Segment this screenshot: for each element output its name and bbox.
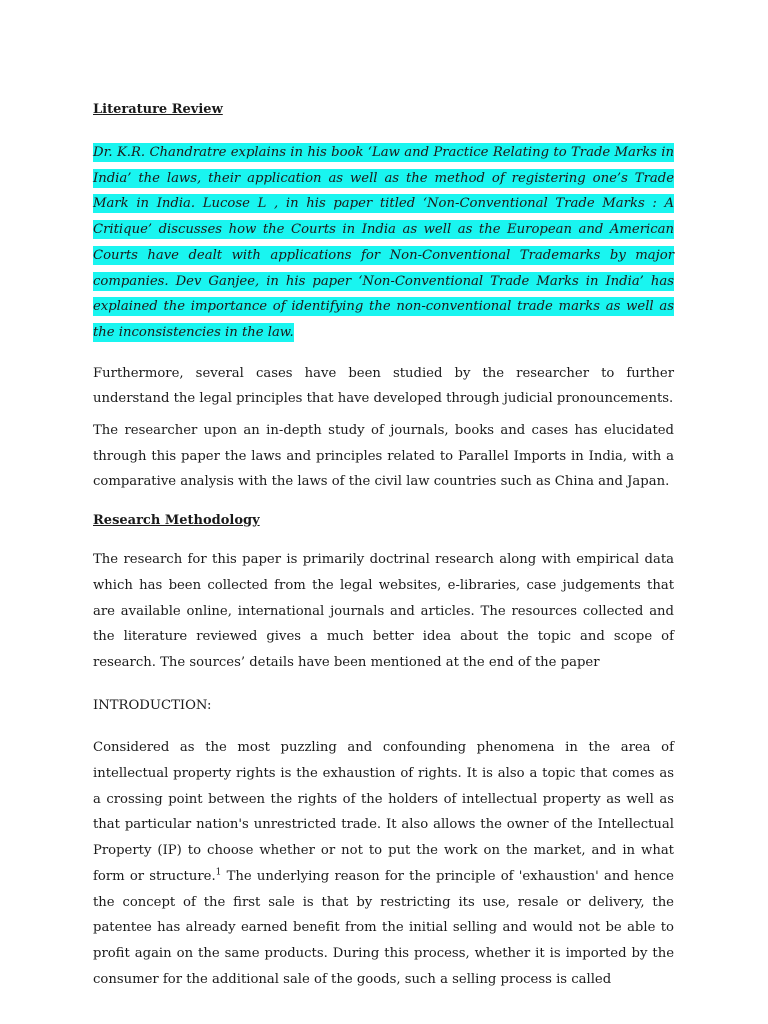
methodology-paragraph: The research for this paper is primarily doctrinal research along with empirical data which has been collected from the legal websites, e-libraries, case judgements that are available online, international journals and articles. The resources collected and the literature reviewed gives a much better idea about the topic and scope of research. The sources’ details have been mentioned at the end of the paper (93, 552, 674, 670)
introduction-heading: INTRODUCTION: (93, 697, 212, 713)
literature-paragraph-1: Furthermore, several cases have been studied by the researcher to further understand the legal principles that have developed through judicial pronouncements. (93, 365, 674, 407)
introduction-paragraph (93, 735, 674, 992)
highlighted-text: Dr. K.R. Chandratre explains in his book ‘Law and Practice Relating to Trade Marks in India’ the laws, their application as well as the method of registering one’s Trade Mark in India. Lucose L , in his paper titled ‘Non-Conventional Trade Marks : A Critique’ discusses how the Courts in India as well as the European and American Courts have dealt with applications for Non-Conventional Trademarks by major companies. Dev Ganjee, in his paper ‘Non-Conventional Trade Marks in India’ has explained the importance of identifying the non-conventional trade marks as well as the inconsistencies in the law. (93, 145, 674, 340)
literature-paragraph-2: The researcher upon an in-depth study of journals, books and cases has elucidated through this paper the laws and principles related to Parallel Imports in India, with a comparative analysis with the laws of the civil law countries such as China and Japan. (93, 423, 674, 490)
intro-text-part-2: The underlying reason for the principle of 'exhaustion' and hence the concept of the first sale is that by restricting its use, resale or delivery, the patentee has already earned benefit from the initial selling and would not be able to profit again on the same products. During this process, whether it is imported by the consumer for the additional sale of the goods, such a selling process is called (93, 868, 674, 987)
research-methodology-heading: Research Methodology (93, 513, 260, 529)
footnote-marker[interactable]: 1 (215, 867, 222, 878)
intro-text-part-1: Considered as the most puzzling and confounding phenomena in the area of intellectual property rights is the exhaustion of rights. It is also a topic that comes as a crossing point between the rights of the holders of intellectual property as well as that particular nation's unrestricted trade. It also allows the owner of the Intellectual Property (IP) to choose whether or not to put the work on the market, and in what form or structure. (93, 740, 674, 884)
literature-review-heading: Literature Review (93, 102, 223, 117)
highlighted-paragraph (93, 140, 674, 346)
